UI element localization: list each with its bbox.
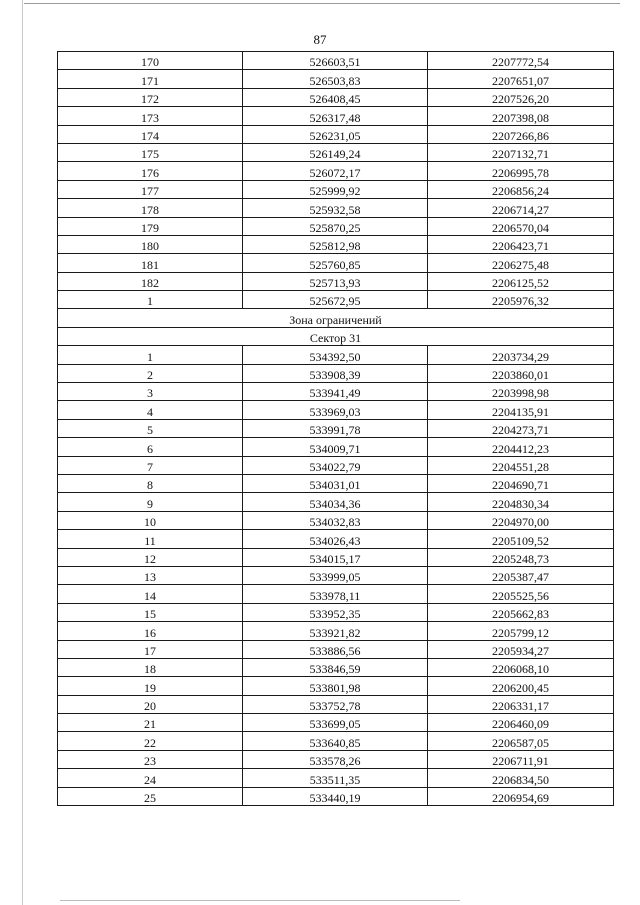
x-coordinate-cell: 533941,49 xyxy=(243,383,428,401)
y-coordinate-cell: 2206834,50 xyxy=(428,769,614,787)
table-row xyxy=(58,456,614,474)
point-number-cell: 15 xyxy=(58,603,243,621)
point-number-cell: 14 xyxy=(58,585,243,603)
point-number-cell: 180 xyxy=(58,235,243,253)
point-number-cell: 20 xyxy=(58,695,243,713)
point-number-cell: 174 xyxy=(58,125,243,143)
sector-heading: Сектор 31 xyxy=(58,327,614,345)
table-row xyxy=(58,199,614,217)
point-number-cell: 6 xyxy=(58,438,243,456)
point-number-cell: 22 xyxy=(58,732,243,750)
x-coordinate-cell: 533908,39 xyxy=(243,364,428,382)
x-coordinate-cell: 534009,71 xyxy=(243,438,428,456)
point-number-cell: 173 xyxy=(58,107,243,125)
point-number-cell: 2 xyxy=(58,364,243,382)
y-coordinate-cell: 2205662,83 xyxy=(428,603,614,621)
y-coordinate-cell: 2206856,24 xyxy=(428,180,614,198)
x-coordinate-cell: 525870,25 xyxy=(243,217,428,235)
x-coordinate-cell: 526317,48 xyxy=(243,107,428,125)
scan-edge-line xyxy=(22,0,23,905)
y-coordinate-cell: 2205109,52 xyxy=(428,530,614,548)
x-coordinate-cell: 533440,19 xyxy=(243,787,428,805)
point-number-cell: 175 xyxy=(58,143,243,161)
table-row xyxy=(58,162,614,180)
x-coordinate-cell: 526149,24 xyxy=(243,143,428,161)
table-row xyxy=(58,419,614,437)
table-row xyxy=(58,787,614,805)
table-row xyxy=(58,658,614,676)
y-coordinate-cell: 2206711,91 xyxy=(428,750,614,768)
x-coordinate-cell: 533846,59 xyxy=(243,658,428,676)
table-row xyxy=(58,143,614,161)
x-coordinate-cell: 526503,83 xyxy=(243,70,428,88)
page-number: 87 xyxy=(313,32,327,47)
y-coordinate-cell: 2203734,29 xyxy=(428,346,614,364)
x-coordinate-cell: 525713,93 xyxy=(243,272,428,290)
x-coordinate-cell: 525672,95 xyxy=(243,291,428,309)
table-row xyxy=(58,125,614,143)
point-number-cell: 25 xyxy=(58,787,243,805)
sector-heading-row xyxy=(58,327,614,345)
point-number-cell: 177 xyxy=(58,180,243,198)
y-coordinate-cell: 2207526,20 xyxy=(428,88,614,106)
y-coordinate-cell: 2207398,08 xyxy=(428,107,614,125)
y-coordinate-cell: 2206125,52 xyxy=(428,272,614,290)
table-row xyxy=(58,622,614,640)
y-coordinate-cell: 2203998,98 xyxy=(428,383,614,401)
table-section-before xyxy=(58,52,614,309)
table-row xyxy=(58,88,614,106)
table-row xyxy=(58,603,614,621)
table-section-headings xyxy=(58,309,614,346)
x-coordinate-cell: 533578,26 xyxy=(243,750,428,768)
y-coordinate-cell: 2206995,78 xyxy=(428,162,614,180)
point-number-cell: 3 xyxy=(58,383,243,401)
point-number-cell: 21 xyxy=(58,714,243,732)
table-row xyxy=(58,401,614,419)
y-coordinate-cell: 2207132,71 xyxy=(428,143,614,161)
x-coordinate-cell: 534031,01 xyxy=(243,474,428,492)
point-number-cell: 1 xyxy=(58,291,243,309)
y-coordinate-cell: 2205248,73 xyxy=(428,548,614,566)
x-coordinate-cell: 533921,82 xyxy=(243,622,428,640)
x-coordinate-cell: 526072,17 xyxy=(243,162,428,180)
table-row xyxy=(58,52,614,70)
point-number-cell: 176 xyxy=(58,162,243,180)
x-coordinate-cell: 534034,36 xyxy=(243,493,428,511)
point-number-cell: 12 xyxy=(58,548,243,566)
y-coordinate-cell: 2205525,56 xyxy=(428,585,614,603)
y-coordinate-cell: 2205976,32 xyxy=(428,291,614,309)
x-coordinate-cell: 525812,98 xyxy=(243,235,428,253)
point-number-cell: 182 xyxy=(58,272,243,290)
x-coordinate-cell: 534392,50 xyxy=(243,346,428,364)
point-number-cell: 13 xyxy=(58,566,243,584)
point-number-cell: 19 xyxy=(58,677,243,695)
table-row xyxy=(58,750,614,768)
x-coordinate-cell: 533699,05 xyxy=(243,714,428,732)
y-coordinate-cell: 2207772,54 xyxy=(428,52,614,70)
table-section-after xyxy=(58,346,614,806)
x-coordinate-cell: 533969,03 xyxy=(243,401,428,419)
table-row xyxy=(58,548,614,566)
point-number-cell: 1 xyxy=(58,346,243,364)
y-coordinate-cell: 2205934,27 xyxy=(428,640,614,658)
y-coordinate-cell: 2203860,01 xyxy=(428,364,614,382)
table-row xyxy=(58,291,614,309)
x-coordinate-cell: 526231,05 xyxy=(243,125,428,143)
y-coordinate-cell: 2206587,05 xyxy=(428,732,614,750)
y-coordinate-cell: 2206200,45 xyxy=(428,677,614,695)
y-coordinate-cell: 2206570,04 xyxy=(428,217,614,235)
table-row xyxy=(58,566,614,584)
table-row xyxy=(58,640,614,658)
table-row xyxy=(58,107,614,125)
table-row xyxy=(58,695,614,713)
point-number-cell: 8 xyxy=(58,474,243,492)
table-row xyxy=(58,364,614,382)
y-coordinate-cell: 2206331,17 xyxy=(428,695,614,713)
table-row xyxy=(58,180,614,198)
table-row xyxy=(58,493,614,511)
y-coordinate-cell: 2206068,10 xyxy=(428,658,614,676)
x-coordinate-cell: 534026,43 xyxy=(243,530,428,548)
zone-heading-row xyxy=(58,309,614,327)
point-number-cell: 4 xyxy=(58,401,243,419)
y-coordinate-cell: 2204273,71 xyxy=(428,419,614,437)
point-number-cell: 171 xyxy=(58,70,243,88)
x-coordinate-cell: 525760,85 xyxy=(243,254,428,272)
y-coordinate-cell: 2204690,71 xyxy=(428,474,614,492)
x-coordinate-cell: 533752,78 xyxy=(243,695,428,713)
y-coordinate-cell: 2206275,48 xyxy=(428,254,614,272)
table-row xyxy=(58,769,614,787)
x-coordinate-cell: 533999,05 xyxy=(243,566,428,584)
y-coordinate-cell: 2205387,47 xyxy=(428,566,614,584)
x-coordinate-cell: 533991,78 xyxy=(243,419,428,437)
x-coordinate-cell: 533640,85 xyxy=(243,732,428,750)
point-number-cell: 178 xyxy=(58,199,243,217)
table-row xyxy=(58,383,614,401)
x-coordinate-cell: 525932,58 xyxy=(243,199,428,217)
x-coordinate-cell: 526603,51 xyxy=(243,52,428,70)
scan-bottom-line xyxy=(60,900,460,901)
point-number-cell: 179 xyxy=(58,217,243,235)
y-coordinate-cell: 2204412,23 xyxy=(428,438,614,456)
y-coordinate-cell: 2206460,09 xyxy=(428,714,614,732)
zone-heading: Зона ограничений xyxy=(58,309,614,327)
point-number-cell: 17 xyxy=(58,640,243,658)
table-row xyxy=(58,235,614,253)
table-row xyxy=(58,474,614,492)
x-coordinate-cell: 525999,92 xyxy=(243,180,428,198)
point-number-cell: 181 xyxy=(58,254,243,272)
table-row xyxy=(58,272,614,290)
x-coordinate-cell: 533886,56 xyxy=(243,640,428,658)
point-number-cell: 16 xyxy=(58,622,243,640)
y-coordinate-cell: 2205799,12 xyxy=(428,622,614,640)
x-coordinate-cell: 534032,83 xyxy=(243,511,428,529)
table-row xyxy=(58,254,614,272)
point-number-cell: 10 xyxy=(58,511,243,529)
point-number-cell: 24 xyxy=(58,769,243,787)
y-coordinate-cell: 2204135,91 xyxy=(428,401,614,419)
table-row xyxy=(58,714,614,732)
point-number-cell: 18 xyxy=(58,658,243,676)
table-row xyxy=(58,346,614,364)
table-row xyxy=(58,677,614,695)
y-coordinate-cell: 2206714,27 xyxy=(428,199,614,217)
point-number-cell: 170 xyxy=(58,52,243,70)
point-number-cell: 5 xyxy=(58,419,243,437)
x-coordinate-cell: 533952,35 xyxy=(243,603,428,621)
table-row xyxy=(58,732,614,750)
table-row xyxy=(58,585,614,603)
x-coordinate-cell: 533801,98 xyxy=(243,677,428,695)
point-number-cell: 172 xyxy=(58,88,243,106)
coordinates-table xyxy=(57,51,614,806)
table-row xyxy=(58,70,614,88)
y-coordinate-cell: 2204970,00 xyxy=(428,511,614,529)
x-coordinate-cell: 533978,11 xyxy=(243,585,428,603)
scan-top-line xyxy=(24,3,620,4)
y-coordinate-cell: 2204830,34 xyxy=(428,493,614,511)
x-coordinate-cell: 526408,45 xyxy=(243,88,428,106)
point-number-cell: 9 xyxy=(58,493,243,511)
y-coordinate-cell: 2206423,71 xyxy=(428,235,614,253)
table-row xyxy=(58,217,614,235)
table-row xyxy=(58,438,614,456)
y-coordinate-cell: 2207651,07 xyxy=(428,70,614,88)
x-coordinate-cell: 534022,79 xyxy=(243,456,428,474)
table-row xyxy=(58,530,614,548)
point-number-cell: 23 xyxy=(58,750,243,768)
x-coordinate-cell: 533511,35 xyxy=(243,769,428,787)
x-coordinate-cell: 534015,17 xyxy=(243,548,428,566)
point-number-cell: 7 xyxy=(58,456,243,474)
table-row xyxy=(58,511,614,529)
y-coordinate-cell: 2206954,69 xyxy=(428,787,614,805)
y-coordinate-cell: 2204551,28 xyxy=(428,456,614,474)
point-number-cell: 11 xyxy=(58,530,243,548)
y-coordinate-cell: 2207266,86 xyxy=(428,125,614,143)
